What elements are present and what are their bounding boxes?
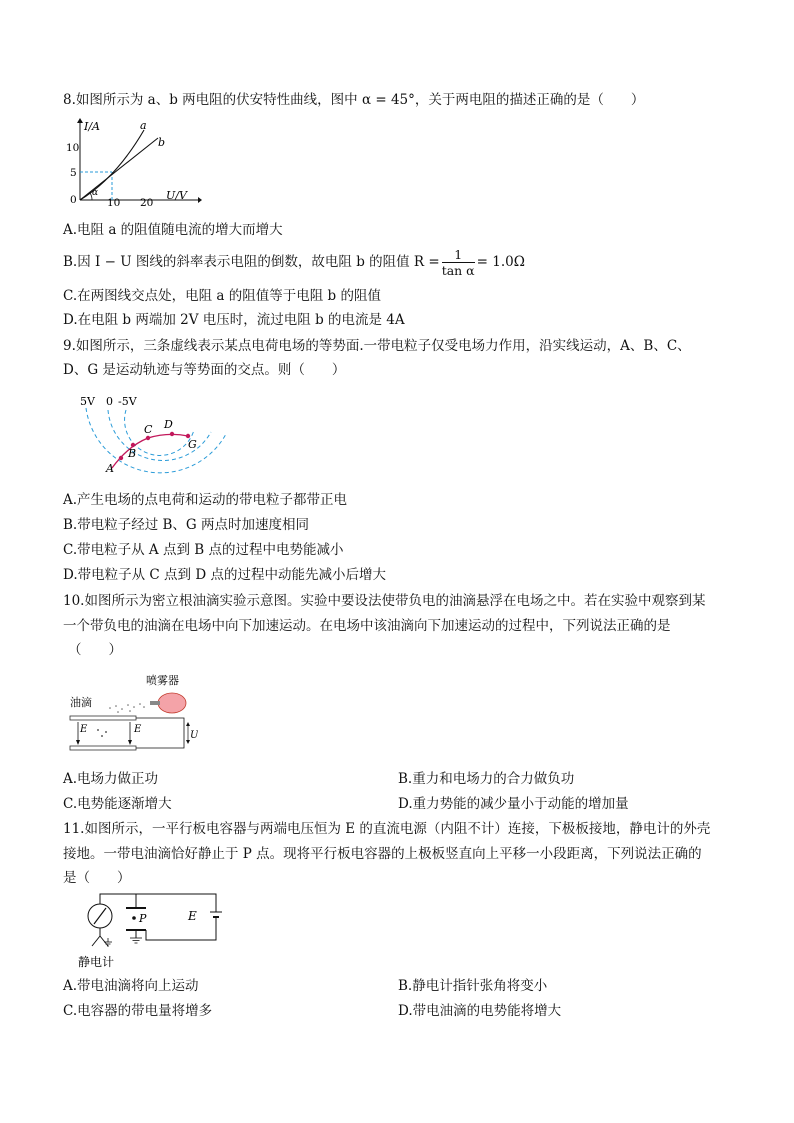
q8-line-b-label: b — [158, 136, 166, 149]
q9-label-neg5v: -5V — [118, 395, 137, 408]
q8-option-d: D.在电阻 b 两端加 2V 电压时，流过电阻 b 的电流是 4A — [63, 312, 405, 328]
q10-oil-label: 油滴 — [70, 696, 92, 709]
q11-option-c: C.电容器的带电量将增多 — [63, 1003, 213, 1019]
q9-option-c: C.带电粒子从 A 点到 B 点的过程中电势能减小 — [63, 542, 344, 558]
q8-iu-graph — [66, 116, 202, 208]
q11-electrometer-needle — [94, 908, 106, 924]
q8-option-b-numerator: 1 — [442, 247, 475, 263]
q10-stem-line1: 10.如图所示为密立根油滴实验示意图。实验中要设法使带负电的油滴悬浮在电场之中。若在实验中观察到某 — [63, 593, 706, 609]
q11-option-a: A.带电油滴将向上运动 — [63, 978, 199, 994]
q8-option-b-suffix: = 1.0Ω — [476, 254, 525, 270]
q10-sprayer-label: 喷雾器 — [146, 674, 179, 687]
q10-sprayer-nozzle — [150, 701, 160, 705]
q11-option-b: B.静电计指针张角将变小 — [398, 978, 548, 994]
q11-wire-top-right — [136, 894, 216, 912]
q8-option-b-denominator: tan α — [441, 262, 475, 278]
q10-field-label-left: E — [80, 724, 88, 735]
q10-upper-plate — [70, 716, 136, 720]
q11-capacitor-figure — [70, 890, 230, 970]
q11-point-label: P — [139, 912, 147, 925]
q8-y-tick-0: 0 — [70, 194, 77, 206]
q11-stem-line3: 是（ ） — [63, 870, 131, 886]
q8-x-tick-10: 10 — [107, 197, 121, 208]
q9-stem-line2: D、G 是运动轨迹与等势面的交点。则（ ） — [63, 362, 346, 378]
q10-stem-line2: 一个带负电的油滴在电场中向下加速运动。在电场中该油滴向下加速运动的过程中，下列说法正确的是 — [63, 618, 671, 634]
q10-lower-plate — [70, 746, 136, 750]
q10-option-c: C.电势能逐渐增大 — [63, 796, 172, 812]
q11-wire-bottom — [146, 917, 216, 940]
q9-stem-line1: 9.如图所示，三条虚线表示某点电荷电场的等势面.一带电粒子仅受电场力作用，沿实线运动，A、B、C、 — [63, 338, 691, 354]
q11-stem-line2: 接地。一带电油滴恰好静止于 P 点。现将平行板电容器的上极板竖直向上平移一小段距离，下列说法正确的 — [63, 846, 702, 862]
q11-wire-top-left — [100, 894, 136, 908]
q9-option-d: D.带电粒子从 C 点到 D 点的过程中动能先减小后增大 — [63, 567, 386, 583]
q9-label-c: C — [144, 423, 153, 436]
q10-sprayer-bulb — [158, 693, 186, 713]
q8-y-tick-5: 5 — [70, 167, 77, 179]
q9-option-b: B.带电粒子经过 B、G 两点时加速度相同 — [63, 517, 309, 533]
q9-label-b: B — [128, 447, 137, 460]
q9-point-c — [146, 436, 150, 440]
q11-option-d: D.带电油滴的电势能将增大 — [398, 1003, 562, 1019]
q10-option-a: A.电场力做正功 — [63, 771, 159, 787]
q11-stem-line1: 11.如图所示，一平行板电容器与两端电压恒为 E 的直流电源（内阻不计）连接，下极板接地，静电计的外壳 — [63, 821, 711, 837]
q8-stem: 8.如图所示为 a、b 两电阻的伏安特性曲线，图中 α = 45°，关于两电阻的描述正确的是（ ） — [63, 92, 645, 108]
q9-label-a: A — [106, 462, 114, 475]
q9-label-0: 0 — [106, 395, 113, 408]
q9-label-g: G — [188, 438, 197, 451]
q8-x-axis-label: U/V — [166, 189, 187, 202]
q11-source-label: E — [188, 909, 197, 923]
q8-curve-a-label: a — [140, 119, 147, 132]
q9-label-d: D — [164, 418, 173, 431]
q8-angle-label: α — [92, 188, 99, 198]
q9-point-d — [170, 432, 174, 436]
q10-option-d: D.重力势能的减少量小于动能的增加量 — [398, 796, 629, 812]
q11-oil-drop — [132, 916, 136, 920]
q10-circuit-wire — [136, 718, 184, 748]
q10-spray-dots — [109, 703, 145, 713]
q9-point-a — [119, 456, 123, 460]
q8-x-tick-20: 20 — [140, 197, 154, 208]
q9-option-a: A.产生电场的点电荷和运动的带电粒子都带正电 — [63, 492, 348, 508]
q10-option-b: B.重力和电场力的合力做负功 — [398, 771, 575, 787]
q10-droplets — [97, 729, 107, 737]
q8-option-b-fraction — [442, 247, 475, 278]
q10-millikan-figure — [66, 672, 198, 758]
q8-option-a: A.电阻 a 的阻值随电流的增大而增大 — [63, 222, 283, 238]
q11-electrometer-label: 静电计 — [78, 955, 115, 969]
q8-option-c: C.在两图线交点处，电阻 a 的阻值等于电阻 b 的阻值 — [63, 288, 381, 304]
q9-field-figure — [76, 392, 236, 482]
q10-stem-line3: （ ） — [68, 642, 122, 658]
q9-label-5v: 5V — [80, 395, 95, 408]
q9-trajectory — [112, 434, 188, 468]
q8-option-b — [63, 244, 525, 280]
q10-voltage-label: U — [190, 730, 198, 741]
q10-field-label-right: E — [134, 724, 142, 735]
q8-y-axis-label: I/A — [84, 120, 100, 133]
q8-option-b-prefix: B.因 I − U 图线的斜率表示电阻的倒数，故电阻 b 的阻值 R = — [63, 254, 440, 270]
q8-y-tick-10: 10 — [66, 142, 80, 154]
